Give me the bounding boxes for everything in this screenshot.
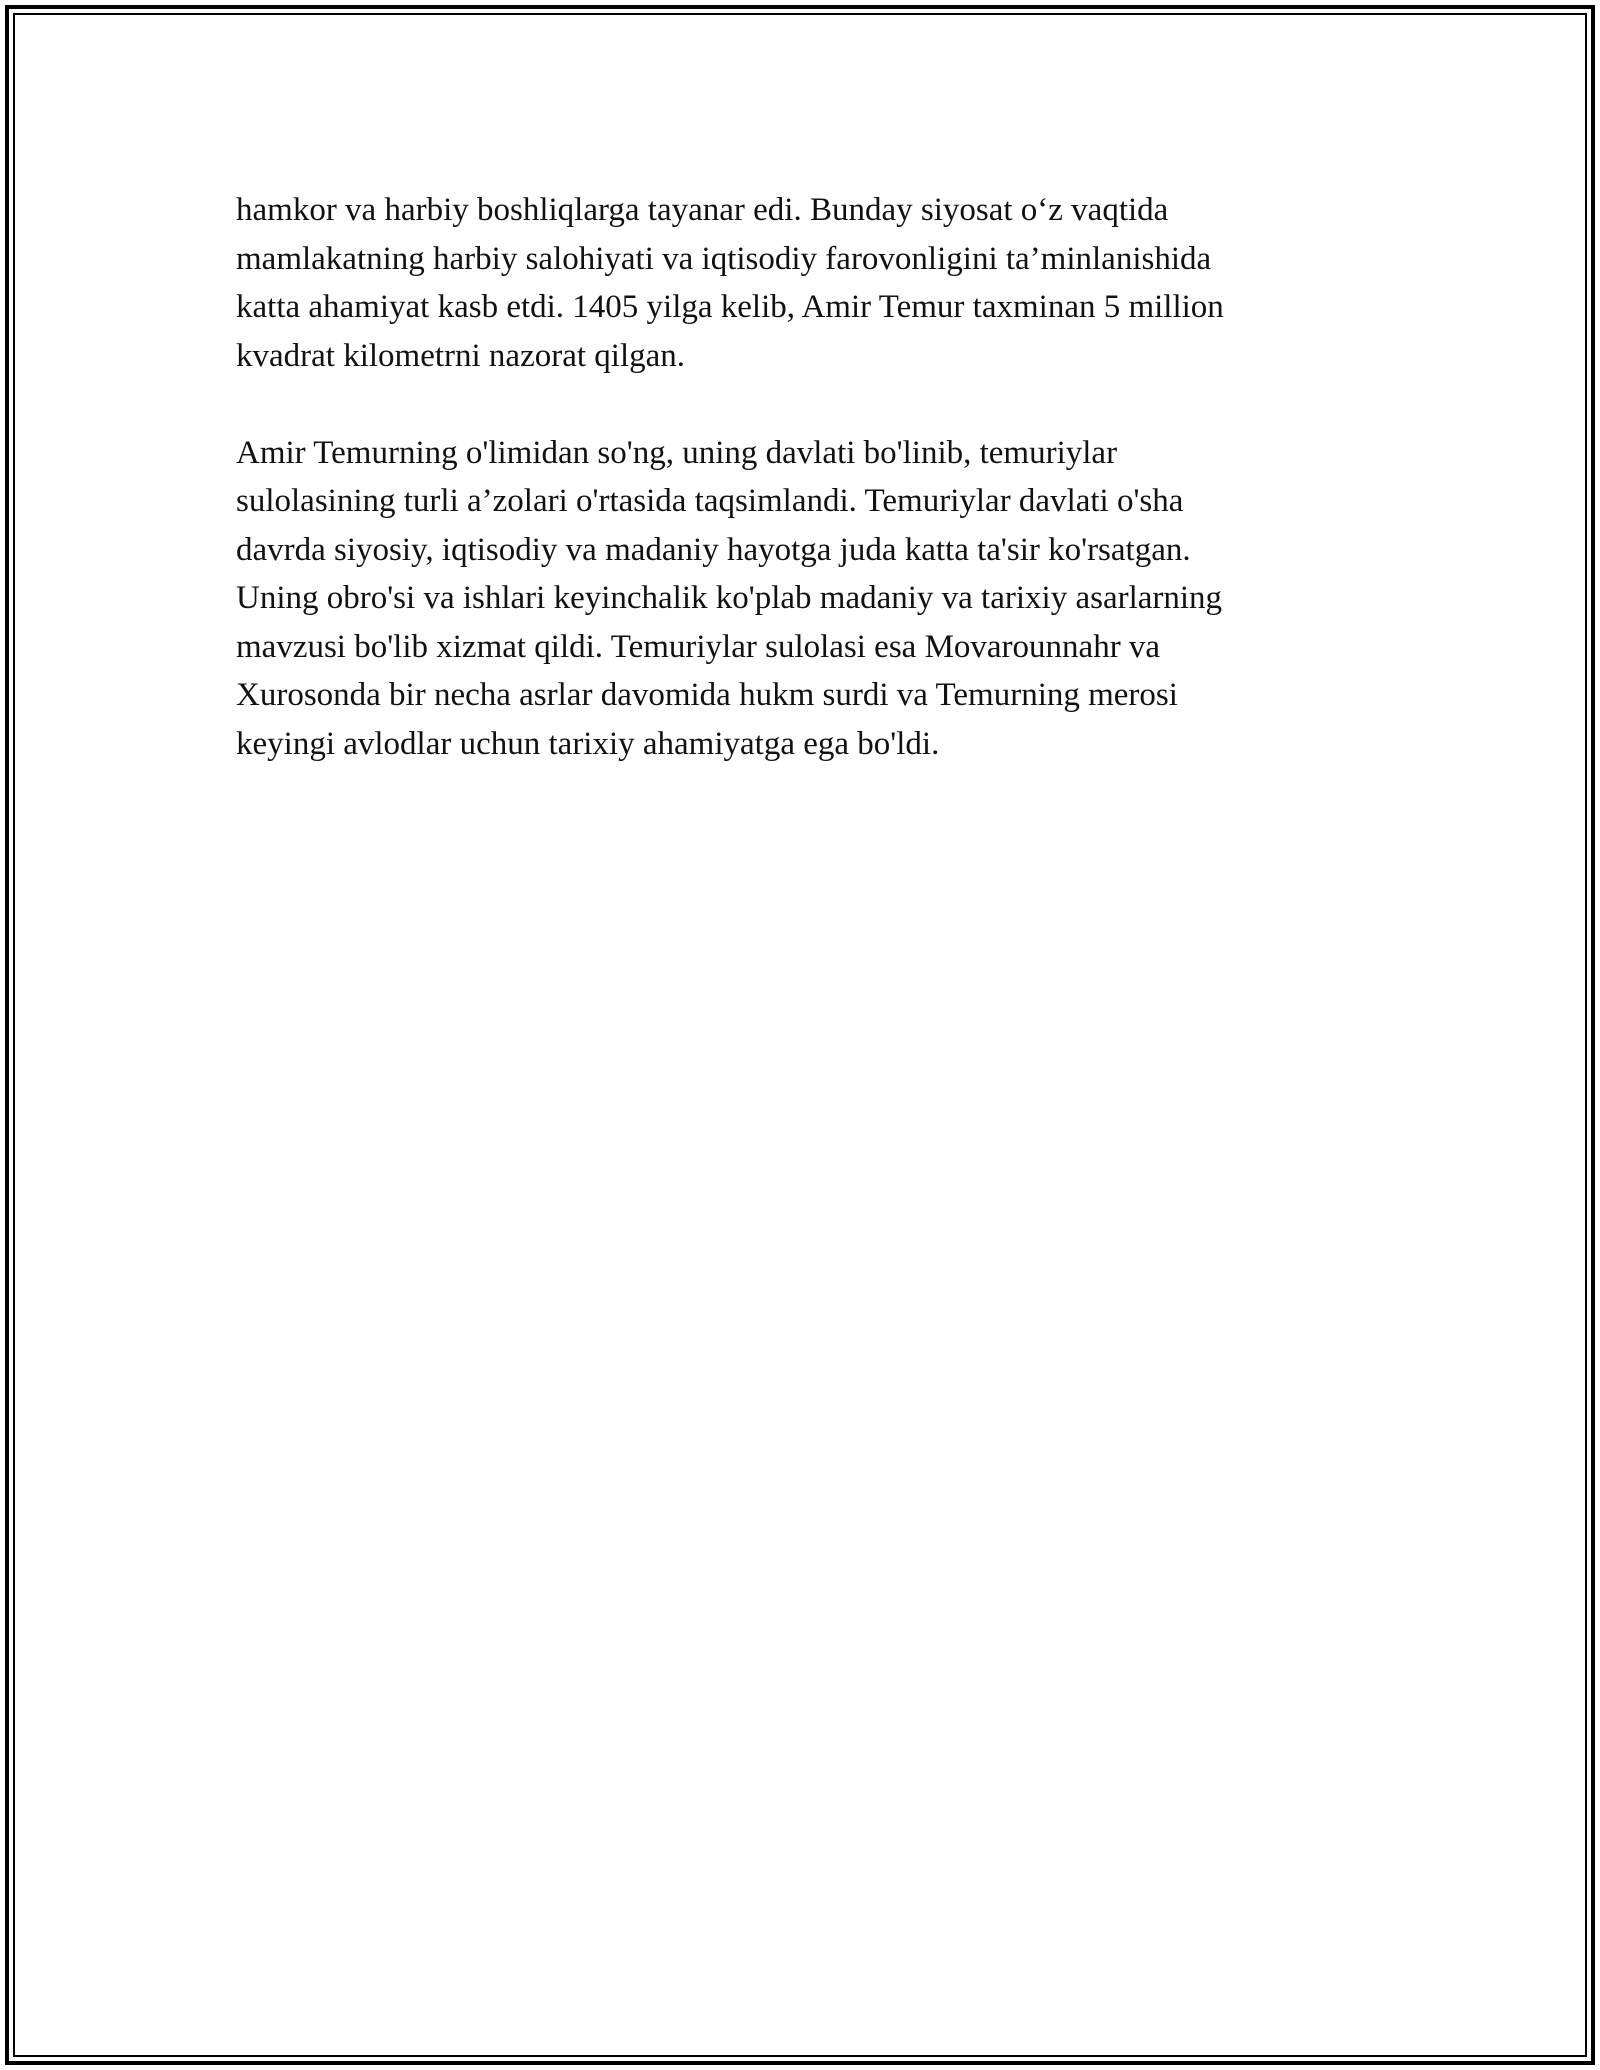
text-line: kvadrat kilometrni nazorat qilgan. bbox=[236, 337, 686, 374]
paragraph-2 bbox=[236, 429, 1366, 769]
text-line: Xurosonda bir necha asrlar davomida hukm surdi va Temurning merosi bbox=[236, 677, 1178, 713]
text-line: mavzusi bo'lib xizmat qildi. Temuriylar sulolasi esa Movarounnahr va bbox=[236, 628, 1161, 665]
text-line: davrda siyosiy, iqtisodiy va madaniy hayotga juda katta ta'sir ko'rsatgan. bbox=[236, 531, 1191, 568]
text-line: Amir Temurning o'limidan so'ng, uning davlati bo'linib, temuriylar bbox=[236, 434, 1118, 471]
paragraph-1 bbox=[236, 186, 1366, 380]
text-line: keyingi avlodlar uchun tarixiy ahamiyatga ega bo'ldi. bbox=[236, 725, 940, 762]
text-line: mamlakatning harbiy salohiyati va iqtisodiy farovonligini ta’minlanishida bbox=[236, 240, 1212, 277]
document-body bbox=[236, 186, 1366, 817]
text-line: katta ahamiyat kasb etdi. 1405 yilga kelib, Amir Temur taxminan 5 million bbox=[236, 289, 1224, 325]
text-line: sulolasining turli a’zolari o'rtasida taqsimlandi. Temuriylar davlati o'sha bbox=[236, 483, 1184, 519]
text-line: Uning obro'si va ishlari keyinchalik ko'plab madaniy va tarixiy asarlarning bbox=[236, 580, 1223, 616]
text-line: hamkor va harbiy boshliqlarga tayanar edi. Bunday siyosat o‘z vaqtida bbox=[236, 192, 1169, 228]
